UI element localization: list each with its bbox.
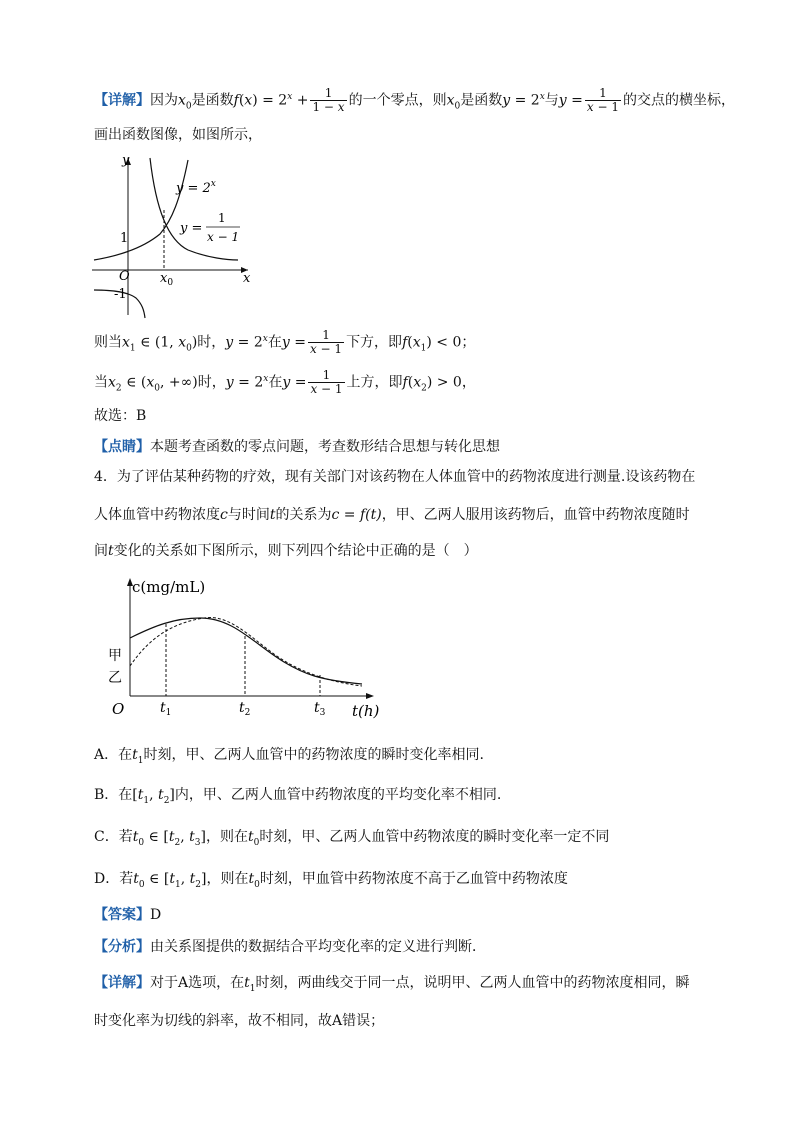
answer-line: 【答案】D xyxy=(94,907,162,923)
prev-detail-line4: 当$x_2$ ∈ ($x_0$, +∞)时，$y = 2^x$在y = $\frac{1}{x - 1}$ 上方，即$f(x_2) > 0$， xyxy=(94,368,476,397)
prev-detail-line1: 【详解】因为$x_0$是函数$f(x) = 2^x$ + $\frac{1}{1 - x}$ 的一个零点，则$x_0$是函数$y = 2^x$与y = $\frac{1}{x - 1}$ 的交点的横坐标， xyxy=(94,86,735,115)
function-graph-figure xyxy=(88,150,258,320)
series-yi-curve xyxy=(130,618,362,686)
series-jia-curve xyxy=(130,618,362,684)
series-yi-label: 乙 xyxy=(108,670,122,686)
x0-label: $x_0$ xyxy=(160,271,174,288)
origin-label: O xyxy=(119,269,130,284)
analysis-line: 【分析】由关系图提供的数据结合平均变化率的定义进行判断． xyxy=(94,939,486,955)
origin-label: O xyxy=(112,700,125,718)
concentration-graph-figure xyxy=(104,574,394,724)
t-axis-arrow-icon xyxy=(366,693,374,699)
answer-detail-line2: 时变化率为切线的斜率，故不相同，故A错误； xyxy=(94,1013,385,1029)
t3-label: $t_3$ xyxy=(314,700,326,718)
curve1-label: $y = 2^x$ xyxy=(176,179,216,196)
t2-label: $t_2$ xyxy=(239,700,251,718)
series-jia-label: 甲 xyxy=(108,648,122,664)
option-b: B．在[$t_1$, $t_2$]内，甲、乙两人血管中药物浓度的平均变化率不相同. xyxy=(94,787,502,806)
y-axis-label: y xyxy=(122,153,130,168)
q4-line2: 人体血管中药物浓度c与时间t的关系为c = f(t)，甲、乙两人服用该药物后，血管中药物浓度随时 xyxy=(94,507,690,523)
option-c: C．若$t_0$ ∈ [$t_2$, $t_3$]，则在$t_0$时刻，甲、乙两人血管中药物浓度的瞬时变化率一定不同 xyxy=(94,829,610,848)
option-d: D．若$t_0$ ∈ [$t_1$, $t_2$]，则在$t_0$时刻，甲血管中药物浓度不高于乙血管中药物浓度 xyxy=(94,871,568,890)
c-axis-label: c(mg/mL) xyxy=(132,578,206,596)
reciprocal-curve-right xyxy=(150,158,238,260)
t1-label: $t_1$ xyxy=(160,700,172,718)
comment-line: 【点睛】本题考查函数的零点问题，考查数形结合思想与转化思想 xyxy=(94,439,500,455)
curve2-label: y = xyxy=(180,221,203,236)
option-a: A．在$t_1$时刻，甲、乙两人血管中的药物浓度的瞬时变化率相同. xyxy=(94,747,484,766)
choose-line: 故选：B xyxy=(94,408,147,424)
t-axis-label: t(h) xyxy=(352,702,380,720)
prev-detail-line2: 画出函数图像，如图所示， xyxy=(94,127,262,143)
fraction: $\frac{1}{1 - x}$ xyxy=(312,86,345,115)
tick-1-label: 1 xyxy=(120,231,129,246)
prev-detail-line3: 则当$x_1$ ∈ (1, $x_0$)时，$y = 2^x$在y = $\frac{1}{x - 1}$ 下方，即$f(x_1) < 0$； xyxy=(94,328,476,357)
q4-line3: 间t变化的关系如下图所示，则下列四个结论中正确的是（ ） xyxy=(94,543,478,559)
q4-line1: 4．为了评估某种药物的疗效，现有关部门对该药物在人体血管中的药物浓度进行测量.设该药物在 xyxy=(94,469,696,485)
curve2-denominator: x − 1 xyxy=(207,230,240,244)
answer-detail-line1: 【详解】对于A选项，在$t_1$时刻，两曲线交于同一点，说明甲、乙两人血管中的药物浓度相同，瞬 xyxy=(94,975,690,994)
detail-tag: 【详解】 xyxy=(94,92,150,109)
tick-neg1-label: -1 xyxy=(114,287,127,302)
curve2-numerator: 1 xyxy=(218,211,226,225)
exp-curve xyxy=(94,160,188,260)
x-axis-label: x xyxy=(243,271,251,286)
